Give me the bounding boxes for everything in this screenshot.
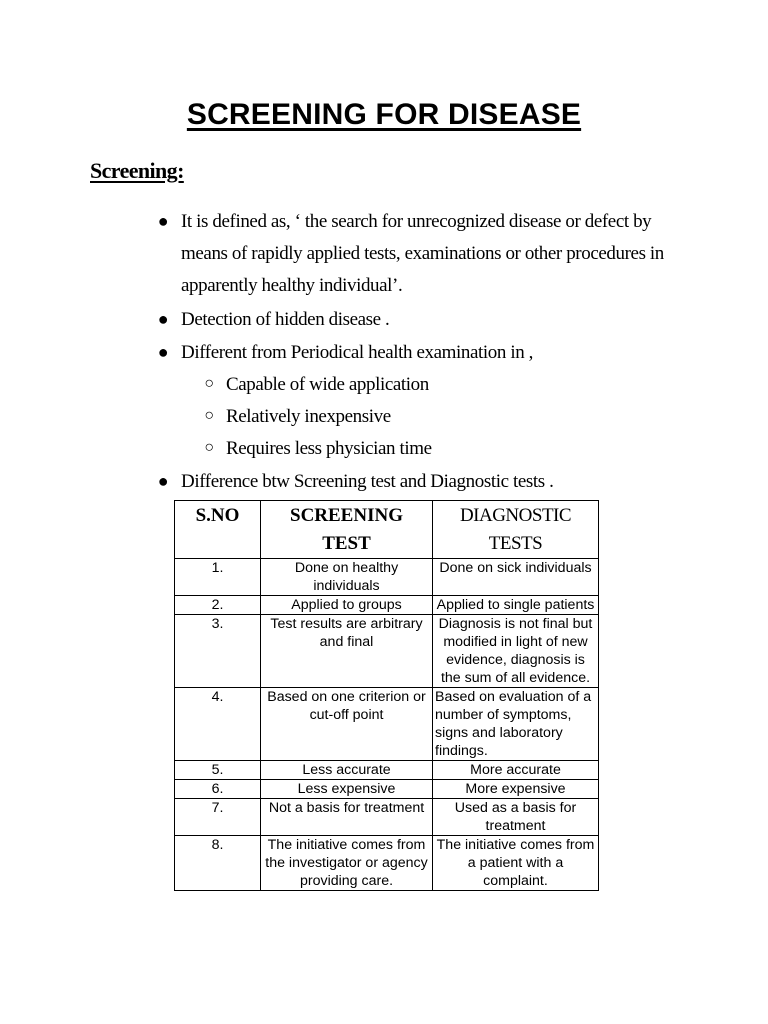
bullet-icon: ● [157,471,169,491]
section-heading: Screening: [90,158,184,183]
cell-sno: 7. [175,799,261,836]
bullet-line: Difference btw Screening test and Diagnostic tests . [181,471,554,492]
cell-diagnostic: More expensive [433,780,599,799]
cell-sno: 4. [175,688,261,761]
table-row [175,688,599,761]
bullet-line: Detection of hidden disease . [181,309,390,330]
cell-diagnostic: Diagnosis is not final but modified in light of new evidence, diagnosis is the sum of all evidence. [433,615,599,688]
sub-bullet-line: Relatively inexpensive [226,406,391,427]
bullet-line: apparently healthy individual’. [181,275,403,296]
column-header-screening: SCREENING TEST [261,501,433,559]
cell-screening: Not a basis for treatment [261,799,433,836]
comparison-table [174,500,599,891]
cell-sno: 6. [175,780,261,799]
table-header-row [175,501,599,559]
table-row [175,615,599,688]
table-row [175,596,599,615]
table-row [175,836,599,891]
cell-diagnostic: More accurate [433,761,599,780]
sub-bullet-line: Capable of wide application [226,374,429,395]
circle-bullet-icon: ○ [204,439,214,456]
cell-screening: Less expensive [261,780,433,799]
cell-sno: 8. [175,836,261,891]
bullet-icon: ● [157,309,169,329]
bullet-line: It is defined as, ‘ the search for unrecognized disease or defect by [181,211,652,232]
sub-bullet-line: Requires less physician time [226,438,432,459]
cell-diagnostic: Done on sick individuals [433,559,599,596]
circle-bullet-icon: ○ [204,407,214,424]
cell-screening: Less accurate [261,761,433,780]
bullet-icon: ● [157,342,169,362]
table-row [175,780,599,799]
cell-screening: Test results are arbitrary and final [261,615,433,688]
cell-sno: 3. [175,615,261,688]
cell-sno: 5. [175,761,261,780]
table-row [175,761,599,780]
cell-screening: Based on one criterion or cut-off point [261,688,433,761]
bullet-icon: ● [157,211,169,231]
bullet-line: means of rapidly applied tests, examinations or other procedures in [181,243,664,264]
cell-diagnostic: The initiative comes from a patient with a complaint. [433,836,599,891]
cell-screening: Done on healthy individuals [261,559,433,596]
bullet-line: Different from Periodical health examination in , [181,342,534,363]
cell-screening: The initiative comes from the investigator or agency providing care. [261,836,433,891]
page-title: SCREENING FOR DISEASE [186,98,582,131]
cell-diagnostic: Based on evaluation of a number of symptoms, signs and laboratory findings. [433,688,599,761]
circle-bullet-icon: ○ [204,375,214,392]
cell-diagnostic: Used as a basis for treatment [433,799,599,836]
cell-screening: Applied to groups [261,596,433,615]
cell-sno: 1. [175,559,261,596]
cell-sno: 2. [175,596,261,615]
column-header-diagnostic: DIAGNOSTIC TESTS [433,501,599,559]
column-header-sno: S.NO [175,501,261,559]
table-row [175,559,599,596]
cell-diagnostic: Applied to single patients [433,596,599,615]
table-row [175,799,599,836]
